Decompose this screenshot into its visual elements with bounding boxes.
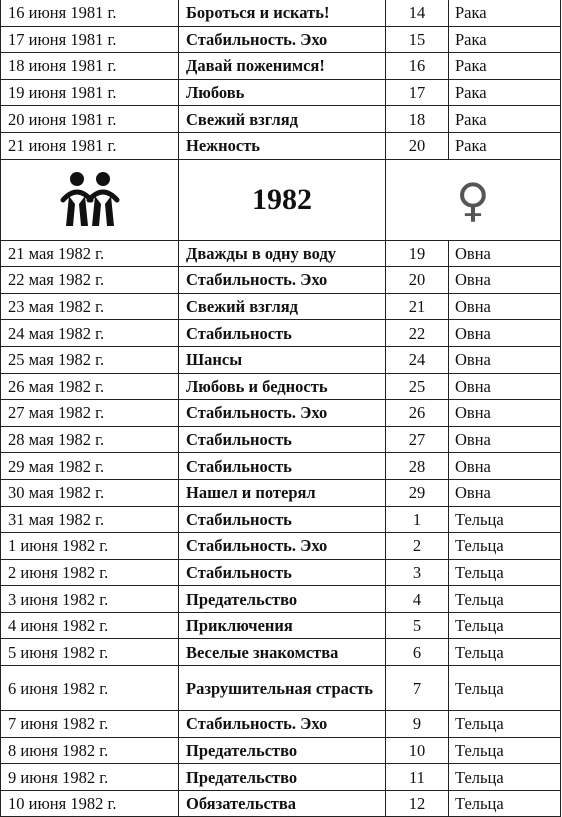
venus-cell xyxy=(386,159,561,240)
date-cell: 5 июня 1982 г. xyxy=(1,639,179,666)
title-cell: Свежий взгляд xyxy=(179,293,386,320)
date-cell: 2 июня 1982 г. xyxy=(1,559,179,586)
table-row xyxy=(1,711,561,738)
number-cell: 12 xyxy=(386,790,449,817)
number-cell: 9 xyxy=(386,711,449,738)
title-cell: Давай поженимся! xyxy=(179,53,386,80)
date-cell: 21 июня 1981 г. xyxy=(1,132,179,159)
rows-1982 xyxy=(1,240,561,817)
date-cell: 26 мая 1982 г. xyxy=(1,373,179,400)
date-cell: 28 мая 1982 г. xyxy=(1,426,179,453)
sign-cell: Овна xyxy=(449,453,561,480)
sign-cell: Рака xyxy=(449,0,561,26)
sign-cell: Рака xyxy=(449,79,561,106)
title-cell: Стабильность. Эхо xyxy=(179,400,386,427)
sign-cell: Тельца xyxy=(449,506,561,533)
table-row xyxy=(1,132,561,159)
sign-cell: Тельца xyxy=(449,559,561,586)
title-cell: Шансы xyxy=(179,346,386,373)
date-cell: 3 июня 1982 г. xyxy=(1,586,179,613)
title-cell: Стабильность xyxy=(179,453,386,480)
title-cell: Стабильность xyxy=(179,506,386,533)
date-cell: 6 июня 1982 г. xyxy=(1,666,179,711)
title-cell: Нежность xyxy=(179,132,386,159)
date-cell: 10 июня 1982 г. xyxy=(1,790,179,817)
number-cell: 18 xyxy=(386,106,449,133)
table-row xyxy=(1,479,561,506)
title-cell: Стабильность. Эхо xyxy=(179,26,386,53)
title-cell: Стабильность xyxy=(179,559,386,586)
title-cell: Стабильность xyxy=(179,426,386,453)
date-cell: 9 июня 1982 г. xyxy=(1,764,179,791)
title-cell: Приключения xyxy=(179,612,386,639)
number-cell: 28 xyxy=(386,453,449,480)
number-cell: 20 xyxy=(386,267,449,294)
table-row xyxy=(1,453,561,480)
sign-cell: Рака xyxy=(449,53,561,80)
date-cell: 7 июня 1982 г. xyxy=(1,711,179,738)
title-cell: Предательство xyxy=(179,586,386,613)
sign-cell: Рака xyxy=(449,106,561,133)
date-cell: 31 мая 1982 г. xyxy=(1,506,179,533)
number-cell: 22 xyxy=(386,320,449,347)
table-row xyxy=(1,53,561,80)
number-cell: 20 xyxy=(386,132,449,159)
number-cell: 1 xyxy=(386,506,449,533)
number-cell: 3 xyxy=(386,559,449,586)
sign-cell: Овна xyxy=(449,426,561,453)
sign-cell: Тельца xyxy=(449,737,561,764)
sign-cell: Тельца xyxy=(449,764,561,791)
title-cell: Любовь xyxy=(179,79,386,106)
sign-cell: Рака xyxy=(449,132,561,159)
title-cell: Нашел и потерял xyxy=(179,479,386,506)
number-cell: 14 xyxy=(386,0,449,26)
table-row xyxy=(1,267,561,294)
sign-cell: Тельца xyxy=(449,639,561,666)
gemini-twins-icon xyxy=(58,170,122,230)
title-cell: Предательство xyxy=(179,737,386,764)
number-cell: 21 xyxy=(386,293,449,320)
number-cell: 19 xyxy=(386,240,449,267)
table-row xyxy=(1,612,561,639)
title-cell: Стабильность xyxy=(179,320,386,347)
title-cell: Разрушительная страсть xyxy=(179,666,386,711)
date-cell: 22 мая 1982 г. xyxy=(1,267,179,294)
date-cell: 27 мая 1982 г. xyxy=(1,400,179,427)
title-cell: Обязательства xyxy=(179,790,386,817)
table-row xyxy=(1,790,561,817)
sign-cell: Тельца xyxy=(449,711,561,738)
date-cell: 1 июня 1982 г. xyxy=(1,533,179,560)
table-row xyxy=(1,240,561,267)
year-row xyxy=(1,159,561,240)
title-cell: Стабильность. Эхо xyxy=(179,533,386,560)
table-row xyxy=(1,559,561,586)
table-row xyxy=(1,79,561,106)
table-row xyxy=(1,0,561,26)
number-cell: 15 xyxy=(386,26,449,53)
title-cell: Бороться и искать! xyxy=(179,0,386,26)
title-cell: Стабильность. Эхо xyxy=(179,711,386,738)
number-cell: 2 xyxy=(386,533,449,560)
date-cell: 18 июня 1981 г. xyxy=(1,53,179,80)
date-cell: 21 мая 1982 г. xyxy=(1,240,179,267)
table-row xyxy=(1,106,561,133)
title-cell: Предательство xyxy=(179,764,386,791)
title-cell: Стабильность. Эхо xyxy=(179,267,386,294)
number-cell: 24 xyxy=(386,346,449,373)
number-cell: 7 xyxy=(386,666,449,711)
rows-1981 xyxy=(1,0,561,159)
sign-cell: Тельца xyxy=(449,533,561,560)
table-row xyxy=(1,586,561,613)
date-cell: 23 мая 1982 г. xyxy=(1,293,179,320)
sign-cell: Рака xyxy=(449,26,561,53)
sign-cell: Овна xyxy=(449,267,561,294)
number-cell: 10 xyxy=(386,737,449,764)
number-cell: 25 xyxy=(386,373,449,400)
number-cell: 27 xyxy=(386,426,449,453)
date-cell: 8 июня 1982 г. xyxy=(1,737,179,764)
date-cell: 24 мая 1982 г. xyxy=(1,320,179,347)
number-cell: 29 xyxy=(386,479,449,506)
table-row xyxy=(1,293,561,320)
number-cell: 17 xyxy=(386,79,449,106)
date-cell: 19 июня 1981 г. xyxy=(1,79,179,106)
date-cell: 30 мая 1982 г. xyxy=(1,479,179,506)
date-cell: 29 мая 1982 г. xyxy=(1,453,179,480)
table-row xyxy=(1,373,561,400)
sign-cell: Овна xyxy=(449,293,561,320)
sign-cell: Овна xyxy=(449,373,561,400)
year-label: 1982 xyxy=(179,159,386,240)
sign-cell: Овна xyxy=(449,320,561,347)
table-row xyxy=(1,320,561,347)
table-row xyxy=(1,506,561,533)
number-cell: 6 xyxy=(386,639,449,666)
title-cell: Веселые знакомства xyxy=(179,639,386,666)
number-cell: 4 xyxy=(386,586,449,613)
table-row xyxy=(1,26,561,53)
date-cell: 17 июня 1981 г. xyxy=(1,26,179,53)
table-row xyxy=(1,666,561,711)
table-row xyxy=(1,400,561,427)
number-cell: 11 xyxy=(386,764,449,791)
sign-cell: Тельца xyxy=(449,790,561,817)
table-row xyxy=(1,639,561,666)
date-cell: 20 июня 1981 г. xyxy=(1,106,179,133)
title-cell: Свежий взгляд xyxy=(179,106,386,133)
sign-cell: Тельца xyxy=(449,612,561,639)
sign-cell: Овна xyxy=(449,479,561,506)
number-cell: 26 xyxy=(386,400,449,427)
sign-cell: Овна xyxy=(449,346,561,373)
number-cell: 5 xyxy=(386,612,449,639)
table-row xyxy=(1,426,561,453)
table-row xyxy=(1,533,561,560)
venus-icon: ♀ xyxy=(456,172,490,227)
date-cell: 16 июня 1981 г. xyxy=(1,0,179,26)
sign-cell: Овна xyxy=(449,240,561,267)
sign-cell: Тельца xyxy=(449,666,561,711)
title-cell: Дважды в одну воду xyxy=(179,240,386,267)
sign-cell: Овна xyxy=(449,400,561,427)
gemini-cell xyxy=(1,159,179,240)
date-cell: 25 мая 1982 г. xyxy=(1,346,179,373)
table-row xyxy=(1,346,561,373)
title-cell: Любовь и бедность xyxy=(179,373,386,400)
year-section xyxy=(1,159,561,240)
date-cell: 4 июня 1982 г. xyxy=(1,612,179,639)
table-row xyxy=(1,764,561,791)
table-row xyxy=(1,737,561,764)
sign-cell: Тельца xyxy=(449,586,561,613)
number-cell: 16 xyxy=(386,53,449,80)
